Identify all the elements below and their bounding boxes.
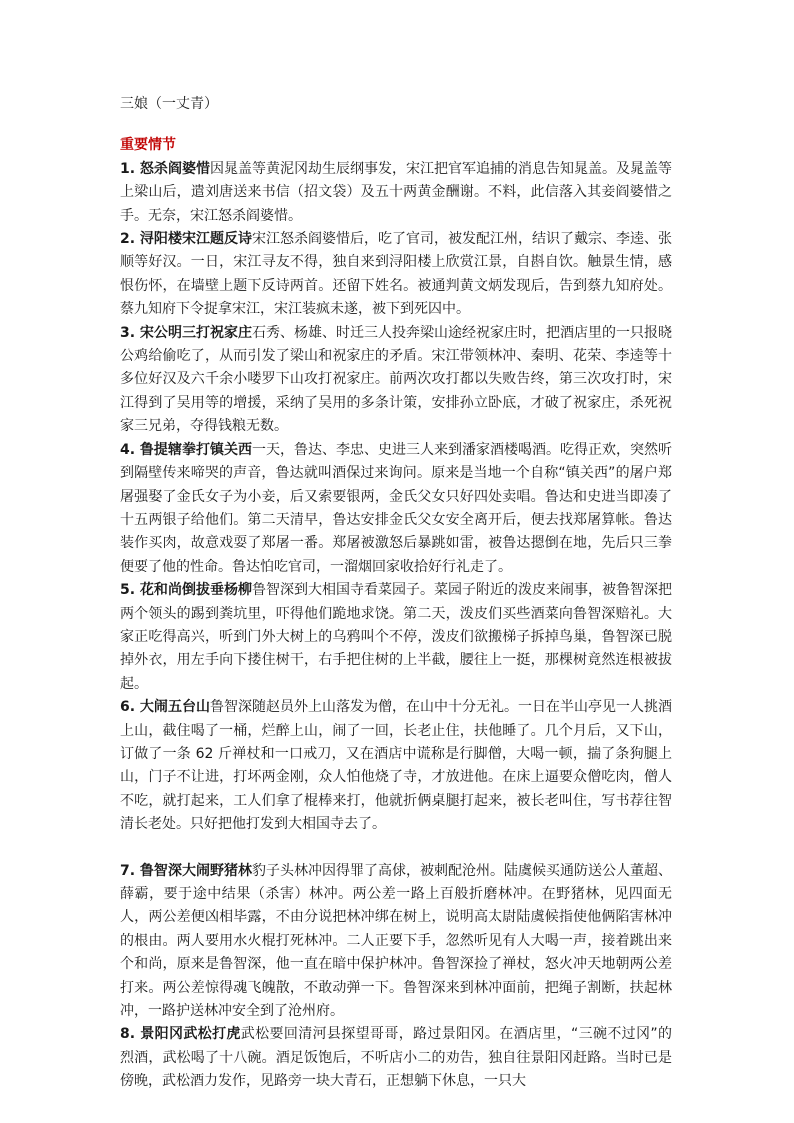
plot-item-title: 4. 鲁提辖拳打镇关西 [120,441,252,458]
plot-item-6 [120,696,672,836]
plot-item-8 [120,1023,672,1093]
section-heading: 重要情节 [120,137,176,154]
document-body [120,93,672,1094]
paragraph-gap [120,837,672,860]
plot-item-3 [120,322,672,439]
character-name-line: 三娘（一丈青） [120,96,218,112]
plot-item-1 [120,158,672,228]
plot-item-text: 鲁智深随赵员外上山落发为僧，在山中十分无礼。一日在半山亭见一人挑酒上山，截住喝了一桶，烂醉上山，闹了一回，长老止住，扶他睡了。几个月后，又下山，订做了一条 62 斤禅杖和一口戒刀，又在酒店中谎称是行脚僧，大喝一顿，揣了条狗腿上山，门子不让进，打坏两金刚，众人怕他烧了寺，才放进他。在床上逼要众僧吃肉，僧人不吃，就打起来，工人们拿了棍棒来打，他就折俩桌腿打起来，被长老叫住，写书荐往智清长老处。只好把他打发到大相国寺去了。 [120,699,673,833]
plot-item-title: 3. 宋公明三打祝家庄 [120,324,252,341]
plot-item-text: 豹子头林冲因得罪了高俅，被刺配沧州。陆虞候买通防送公人董超、薛霸，要于途中结果（杀害）林冲。两公差一路上百般折磨林冲。在野猪林，见四面无人，两公差便凶相毕露，不由分说把林冲绑在树上，说明高太尉陆虞候指使他俩陷害林冲的根由。两人要用水火棍打死林冲。二人正要下手，忽然听见有人大喝一声，接着跳出来个和尚，原来是鲁智深，他一直在暗中保护林冲。鲁智深捡了禅杖，怒火冲天地朝两公差打来。两公差惊得魂飞魄散，不敢动弹一下。鲁智深来到林冲面前，把绳子割断，扶起林冲，一路护送林冲安全到了沧州府。 [120,862,672,1020]
plot-item-text: 鲁智深到大相国寺看菜园子。菜园子附近的泼皮来闹事，被鲁智深把两个领头的踢到粪坑里，吓得他们跪地求饶。第二天，泼皮们买些酒菜向鲁智深赔礼。大家正吃得高兴，听到门外大树上的乌鸦叫个不停，泼皮们欲搬梯子拆掉鸟巢，鲁智深已脱掉外衣，用左手向下搂住树干，右手把住树的上半截，腰往上一挺，那棵树竟然连根被拔起。 [120,582,672,692]
plot-item-4 [120,439,672,579]
plot-item-7 [120,860,672,1024]
plot-item-title: 6. 大闹五台山 [120,699,210,716]
plot-item-title: 1. 怒杀阎婆惜 [120,160,210,177]
plot-item-text: 因晁盖等黄泥冈劫生辰纲事发，宋江把官军追捕的消息告知晁盖。及晁盖等上梁山后，遣刘唐送来书信（招文袋）及五十两黄金酬谢。不料，此信落入其妾阎婆惜之手。无奈，宋江怒杀阎婆惜。 [120,160,673,224]
plot-item-title: 7. 鲁智深大闹野猪林 [120,862,252,879]
plot-item-text: 一天，鲁达、李忠、史进三人来到潘家酒楼喝酒。吃得正欢，突然听到隔壁传来啼哭的声音，鲁达就叫酒保过来询问。原来是当地一个自称“镇关西”的屠户郑屠强娶了金氏女子为小妾，后又索要银两，金氏父女只好四处卖唱。鲁达和史进当即凑了十五两银子给他们。第二天清早，鲁达安排金氏父女安全离开后，便去找郑屠算帐。鲁达装作买肉，故意戏耍了郑屠一番。郑屠被激怒后暴跳如雷，被鲁达摁倒在地，先后只三拳便要了他的性命。鲁达怕吃官司，一溜烟回家收拾好行礼走了。 [120,441,672,575]
plot-item-5 [120,579,672,696]
plot-item-title: 2. 浔阳楼宋江题反诗 [120,231,252,248]
plot-item-2 [120,228,672,322]
plot-item-text: 宋江怒杀阎婆惜后，吃了官司，被发配江州，结识了戴宗、李逵、张顺等好汉。一日，宋江寻友不得，独自来到浔阳楼上欣赏江景，自斟自饮。触景生情，感恨伤怀，在墙壁上题下反诗两首。还留下姓名。被通判黄文炳发现后，告到蔡九知府处。蔡九知府下令捉拿宋江，宋江装疯未遂，被下到死囚中。 [120,231,672,318]
plot-item-title: 5. 花和尚倒拔垂杨柳 [120,582,252,599]
plot-item-text: 石秀、杨雄、时迁三人投奔梁山途经祝家庄时，把酒店里的一只报晓公鸡给偷吃了，从而引发了梁山和祝家庄的矛盾。宋江带领林冲、秦明、花荣、李逵等十多位好汉及六千余小喽罗下山攻打祝家庄。前两次攻打都以失败告终，第三次攻打时，宋江得到了吴用等的增援，采纳了吴用的多条计策，安排孙立卧底，才破了祝家庄，杀死祝家三兄弟，夺得钱粮无数。 [120,324,672,435]
plot-item-title: 8. 景阳冈武松打虎 [120,1026,241,1043]
plot-item-text: 武松要回清河县探望哥哥，路过景阳冈。在酒店里，“三碗不过冈”的烈酒，武松喝了十八碗。酒足饭饱后，不听店小二的劝告，独自往景阳冈赶路。当时已是傍晚，武松酒力发作，见路旁一块大青石，正想躺下休息，一只大 [120,1026,672,1090]
